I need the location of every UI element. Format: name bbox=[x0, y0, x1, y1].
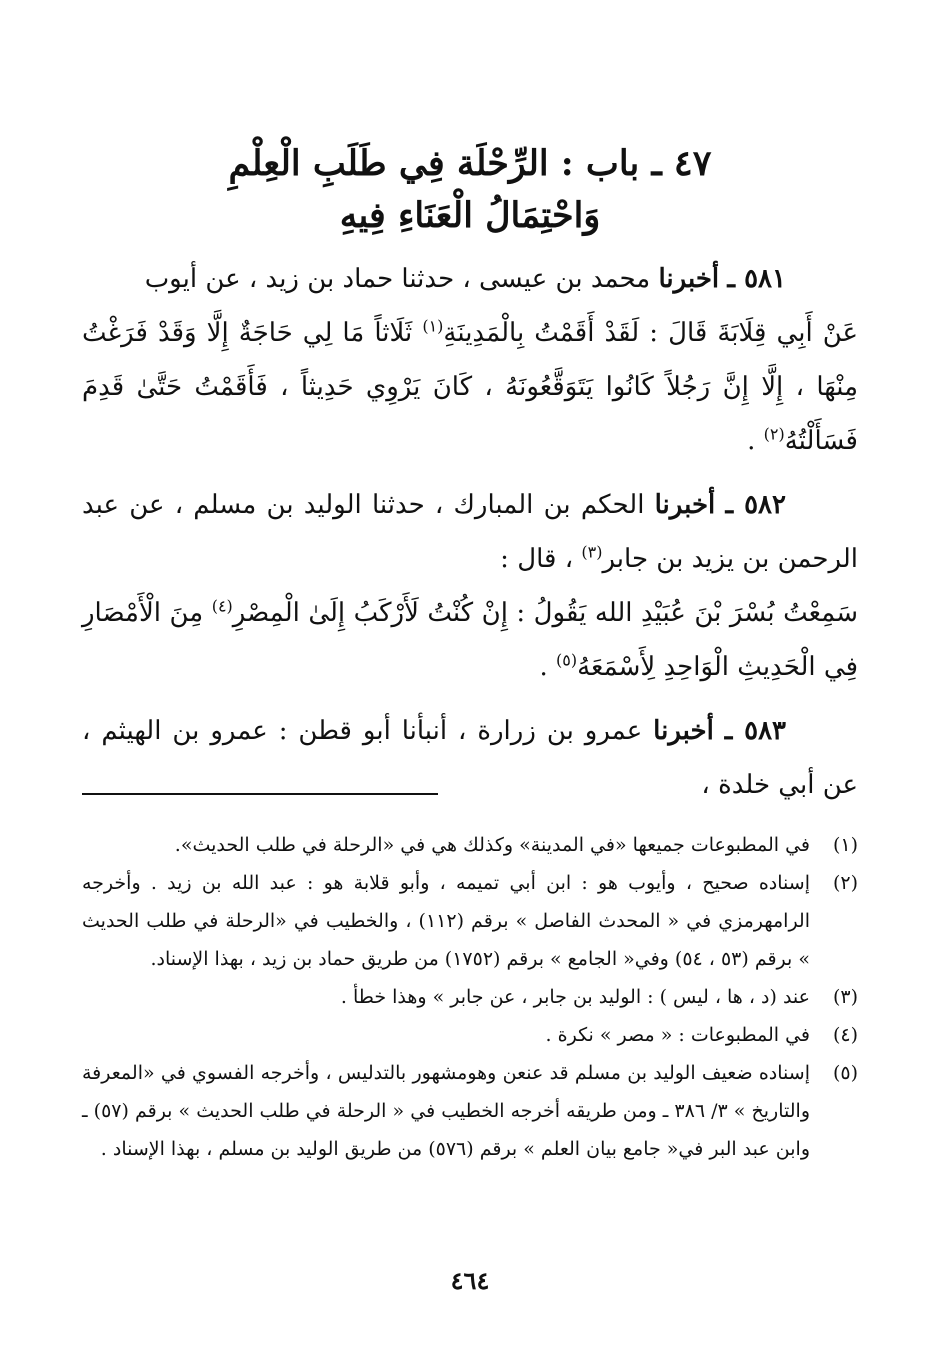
footnote-number: (٥) bbox=[832, 1062, 858, 1084]
main-text bbox=[82, 252, 858, 822]
book-page bbox=[82, 0, 858, 1372]
hadith-isnad-end: ، قال : bbox=[500, 544, 574, 574]
hadith-matn bbox=[82, 586, 858, 694]
footnote-3 bbox=[82, 978, 858, 1016]
hadith-isnad: عمرو بن زرارة ، أنبأنا أبو قطن : عمرو بن الهيثم ، عن أبي خلدة ، bbox=[82, 716, 858, 800]
footnotes bbox=[82, 826, 858, 1168]
hadith-number: ٥٨٢ ـ bbox=[725, 490, 786, 520]
matn-part: عَنْ أَبِي قِلَابَةَ قَالَ : لَقَدْ أَقَمْتُ بِالْمَدِينَةِ bbox=[443, 318, 859, 348]
hadith-matn bbox=[82, 306, 858, 468]
hadith-head bbox=[82, 252, 858, 306]
footnote-1 bbox=[82, 826, 858, 864]
hadith-isnad: محمد بن عيسى ، حدثنا حماد بن زيد ، عن أيوب bbox=[144, 264, 651, 294]
footnote-separator bbox=[82, 793, 438, 795]
chapter-title-line-2: وَاحْتِمَالُ الْعَنَاءِ فِيهِ bbox=[339, 195, 601, 236]
footnote-text: إسناده ضعيف الوليد بن مسلم قد عنعن وهومشهور بالتدليس ، وأخرجه الفسوي في «المعرفة والتاريخ » ٣/ ٣٨٦ ـ ومن طريقه أخرجه الخطيب في « الرحلة في طلب الحديث » برقم (٥٧) ـ وابن عبد البر في« جامع بيان العلم » برقم (٥٧٦) من طريق الوليد بن مسلم ، بهذا الإسناد . bbox=[82, 1062, 810, 1160]
footnote-text: في المطبوعات جميعها «في المدينة» وكذلك هي في «الرحلة في طلب الحديث». bbox=[174, 834, 810, 856]
matn-end: . bbox=[539, 652, 548, 682]
footnote-5 bbox=[82, 1054, 858, 1168]
hadith-head bbox=[82, 704, 858, 812]
page-number: ٤٦٤ bbox=[450, 1266, 490, 1295]
hadith-583 bbox=[82, 704, 858, 812]
footnote-4 bbox=[82, 1016, 858, 1054]
footnote-2 bbox=[82, 864, 858, 978]
matn-part: ثَلَاثاً مَا لِي حَاجَةٌ إِلَّا وَقَدْ فَرَغْتُ مِنْهَا ، إِلَّا إِنَّ رَجُلاً كَانُوا يَتَوَقَّعُونَهُ ، كَانَ يَرْوِي حَدِيثاً ، فَأَقَمْتُ حَتَّىٰ قَدِمَ فَسَأَلْتُهُ bbox=[82, 318, 858, 456]
hadith-lead-word: أخبرنا bbox=[653, 716, 714, 746]
matn-end: . bbox=[747, 426, 756, 456]
footnote-number: (١) bbox=[832, 834, 858, 856]
footnote-ref[interactable]: (١) bbox=[422, 316, 444, 336]
footnote-text: إسناده صحيح ، وأيوب هو : ابن أبي تميمه ، وأبو قلابة هو : عبد الله بن زيد . وأخرجه الرامهرمزي في « المحدث الفاصل » برقم (١١٢) ، والخطيب في «الرحلة في طلب الحديث » برقم (٥٣ ، ٥٤) وفي« الجامع » برقم (١٧٥٢) من طريق حماد بن زيد ، بهذا الإسناد. bbox=[82, 872, 810, 970]
footnote-ref[interactable]: (٣) bbox=[581, 542, 603, 562]
hadith-lead-word: أخبرنا bbox=[654, 490, 716, 520]
matn-part: مِنَ الْأَمْصَارِ فِي الْحَدِيثِ الْوَاحِدِ لِأَسْمَعَهُ bbox=[82, 598, 858, 682]
hadith-number: ٥٨١ ـ bbox=[727, 264, 786, 294]
hadith-lead-word: أخبرنا bbox=[658, 264, 720, 294]
hadith-head bbox=[82, 478, 858, 586]
hadith-isnad: الحكم بن المبارك ، حدثنا الوليد بن مسلم ، عن عبد الرحمن بن يزيد بن جابر bbox=[82, 490, 858, 574]
hadith-581 bbox=[82, 252, 858, 468]
chapter-title-line-1: ٤٧ ـ باب : الرِّحْلَة فِي طَلَبِ الْعِلْمِ bbox=[228, 143, 712, 184]
matn-part: سَمِعْتُ بُسْرَ بْنَ عُبَيْدِ الله يَقُولُ : إِنْ كُنْتُ لَأَرْكَبُ إِلَىٰ الْمِصْرِ bbox=[232, 598, 858, 628]
chapter-title bbox=[82, 138, 858, 242]
footnote-ref[interactable]: (٢) bbox=[763, 424, 785, 444]
footnote-text: عند (د ، ها ، ليس ) : الوليد بن جابر ، عن جابر » وهذا خطأ . bbox=[340, 986, 810, 1008]
hadith-582 bbox=[82, 478, 858, 694]
footnote-number: (٤) bbox=[832, 1024, 858, 1046]
footnote-number: (٢) bbox=[832, 872, 858, 894]
hadith-number: ٥٨٣ ـ bbox=[724, 716, 787, 746]
footnote-ref[interactable]: (٤) bbox=[211, 596, 233, 616]
footnote-ref[interactable]: (٥) bbox=[556, 650, 578, 670]
footnote-text: في المطبوعات : « مصر » نكرة . bbox=[545, 1024, 810, 1046]
footnote-number: (٣) bbox=[832, 986, 858, 1008]
